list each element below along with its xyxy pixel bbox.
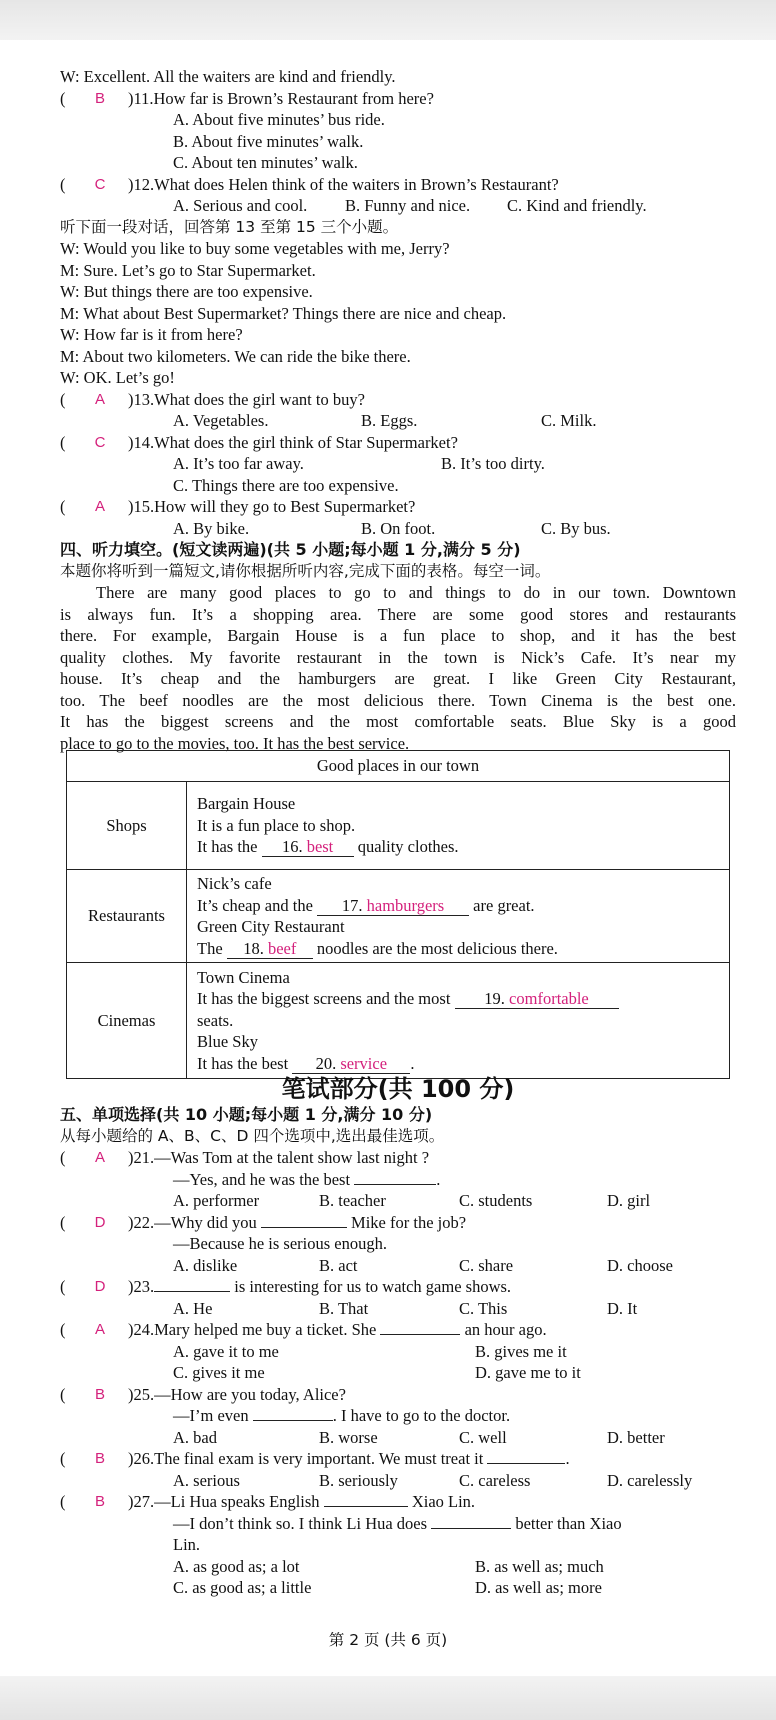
- written-part-title: 笔试部分(共 100 分): [281, 1075, 515, 1103]
- question-23: ( D ) 23. is interesting for us to watch game shows.: [60, 1277, 512, 1296]
- table-header: Good places in our town: [67, 751, 730, 782]
- options-23: A. He B. That C. This D. It: [173, 1298, 638, 1318]
- restaurants-cell: Nick’s cafe It’s cheap and the 17. hamburgers are great. Green City Restaurant The 18. beef noodles are the most delicious there.: [187, 870, 730, 963]
- options-27b: C. as good as; a little D. as well as; more: [173, 1578, 602, 1597]
- dialog-line: W: How far is it from here?: [60, 325, 243, 344]
- dialog-line: W: Excellent. All the waiters are kind and friendly.: [60, 67, 396, 86]
- answer-blank: [487, 1448, 565, 1464]
- options-14: A. It’s too far away. B. It’s too dirty.: [173, 454, 545, 473]
- option: B. About five minutes’ walk.: [173, 131, 364, 151]
- written-part: 笔试部分(共 100 分) 五、单项选择(共 10 小题;每小题 1 分,满分 10 分) 从每小题给的 A、B、C、D 四个选项中,选出最佳选项。 ( A ) 21. —Was Tom at the talent show last night ? —Yes, and he was the best . A. performer B. teacher C. students D. girl ( D ) 22. —Why did you Mike for the job? —Because he is serious enough. A. dislike B. act C. share D. choose ( D ) 23. is interesting for us to watch game shows. A. He B. That C. This D. It ( A ) 24. Mary helped me buy a ticket. She an hour ago. A. gave it to me B. gives me it C. gives it me D. gave me to it ( B ) 25. —How are you today, Alice? —I’m even . I have to go to the doctor. A. bad B. worse C. well D. better ( B ) 26. The final exam is very important. We must treat it . A. serious B. seriously C. careless D. carelessly ( B ) 27. —Li Hua speaks English Xiao Lin. —I don’t think so. I think Li Hua does better than Xiao Lin. A. as good as; a lot B. as well as; much C. as good as; a little D. as well as; more: [60, 1074, 736, 1599]
- question-25: ( B ) 25. —How are you today, Alice?: [60, 1384, 346, 1404]
- dialog-line: M: Sure. Let’s go to Star Supermarket.: [60, 260, 316, 280]
- question-14: ( C ) 14. What does the girl think of Star Supermarket?: [60, 432, 458, 452]
- section-4-title: 四、听力填空。(短文读两遍)(共 5 小题;每小题 1 分,满分 5 分): [60, 540, 521, 559]
- dialog-line: M: About two kilometers. We can ride the bike there.: [60, 346, 411, 366]
- options-26: A. serious B. seriously C. careless D. carelessly: [173, 1470, 693, 1490]
- option: A. About five minutes’ bus ride.: [173, 110, 385, 129]
- answer-blank: [154, 1276, 230, 1292]
- blank-20: 20. service: [292, 1054, 410, 1074]
- options-13: A. Vegetables. B. Eggs. C. Milk.: [173, 411, 597, 430]
- options-24b: C. gives it me D. gave me to it: [173, 1363, 581, 1382]
- answer-26: B: [94, 1450, 105, 1467]
- question-24: ( A ) 24. Mary helped me buy a ticket. She an hour ago.: [60, 1320, 547, 1339]
- option: C. Things there are too expensive.: [173, 475, 399, 495]
- answer-24: A: [94, 1321, 105, 1338]
- options-15: A. By bike. B. On foot. C. By bus.: [173, 518, 611, 538]
- dialog-line: W: But things there are too expensive.: [60, 282, 313, 301]
- answer-22: D: [94, 1213, 106, 1231]
- question-11: ( B ) 11. How far is Brown’s Restaurant from here?: [60, 88, 434, 108]
- answer-blank: [431, 1513, 511, 1529]
- blank-19: 19. comfortable: [455, 989, 619, 1009]
- question-12: ( C ) 12. What does Helen think of the waiters in Brown’s Restaurant?: [60, 174, 559, 194]
- places-table: [66, 750, 730, 1079]
- options-12: A. Serious and cool. B. Funny and nice. C. Kind and friendly.: [173, 196, 647, 215]
- options-27a: A. as good as; a lot B. as well as; much: [173, 1556, 604, 1576]
- answer-blank: [354, 1169, 436, 1185]
- question-21: ( A ) 21. —Was Tom at the talent show last night ?: [60, 1148, 430, 1167]
- question-26: ( B ) 26. The final exam is very important. We must treat it .: [60, 1449, 570, 1468]
- answer-11: B: [94, 89, 105, 107]
- dialog-line: M: What about Best Supermarket? Things there are nice and cheap.: [60, 303, 507, 323]
- answer-blank: [324, 1491, 408, 1507]
- answer-12: C: [94, 175, 106, 193]
- options-24a: A. gave it to me B. gives me it: [173, 1341, 567, 1361]
- page-content: [60, 66, 736, 754]
- dialog-intro: 听下面一段对话，回答第 13 至第 15 三个小题。: [60, 217, 399, 236]
- category-cinemas: Cinemas: [67, 963, 187, 1079]
- answer-23: D: [94, 1278, 106, 1295]
- section-5-title: 五、单项选择(共 10 小题;每小题 1 分,满分 10 分): [60, 1105, 433, 1124]
- blank-16: 16. best: [262, 837, 354, 857]
- options-25: A. bad B. worse C. well D. better: [173, 1427, 665, 1447]
- blank-17: 17. hamburgers: [317, 896, 469, 916]
- answer-21: A: [94, 1149, 105, 1166]
- blank-18: 18. beef: [227, 939, 313, 959]
- dialog-line: W: OK. Let’s go!: [60, 368, 175, 387]
- category-shops: Shops: [67, 782, 187, 870]
- question-22: ( D ) 22. —Why did you Mike for the job?: [60, 1212, 467, 1232]
- options-22: A. dislike B. act C. share D. choose: [173, 1255, 673, 1275]
- page-number: 第 2 页 (共 6 页): [328, 1631, 448, 1649]
- section-5-instruction: 从每小题给的 A、B、C、D 四个选项中,选出最佳选项。: [60, 1126, 445, 1145]
- answer-blank: [253, 1405, 333, 1421]
- option: C. About ten minutes’ walk.: [173, 153, 358, 172]
- cinemas-cell: Town Cinema It has the biggest screens and the most 19. comfortable seats. Blue Sky It has the best 20. service .: [187, 963, 730, 1079]
- category-restaurants: Restaurants: [67, 870, 187, 963]
- options-21: A. performer B. teacher C. students D. girl: [173, 1191, 651, 1210]
- answer-25: B: [94, 1385, 105, 1403]
- page-bottom-shade: [0, 1676, 776, 1720]
- answer-15: A: [94, 498, 105, 515]
- question-15: ( A ) 15. How will they go to Best Supermarket?: [60, 497, 416, 516]
- question-13: ( A ) 13. What does the girl want to buy?: [60, 389, 365, 409]
- answer-blank: [380, 1319, 460, 1335]
- question-27: ( B ) 27. —Li Hua speaks English Xiao Lin.: [60, 1492, 476, 1511]
- dialog-line: W: Would you like to buy some vegetables with me, Jerry?: [60, 239, 450, 258]
- answer-14: C: [94, 433, 106, 451]
- answer-27: B: [94, 1493, 105, 1510]
- shops-cell: Bargain House It is a fun place to shop. It has the 16. best quality clothes.: [187, 782, 730, 870]
- section-4-instruction: 本题你将听到一篇短文,请你根据所听内容,完成下面的表格。每空一词。: [60, 561, 551, 580]
- answer-13: A: [94, 390, 105, 408]
- listening-passage: There are many good places to go to and things to do in our town. Downtown is always fun. It’s a shopping area. There are some good stores and restaurants there. For example, Bargain House is a fun place to shop, and it has the best quality clothes. My favorite restaurant in the town is Nick’s Cafe. It’s near my house. It’s cheap and the hamburgers are great. I like Green City Restaurant, too. The beef noodles are the most delicious there. Town Cinema is the best one. It has the biggest screens and the most comfortable seats. Blue Sky is a good place to go to the movies, too. It has the best service.: [60, 583, 736, 753]
- answer-blank: [261, 1212, 347, 1228]
